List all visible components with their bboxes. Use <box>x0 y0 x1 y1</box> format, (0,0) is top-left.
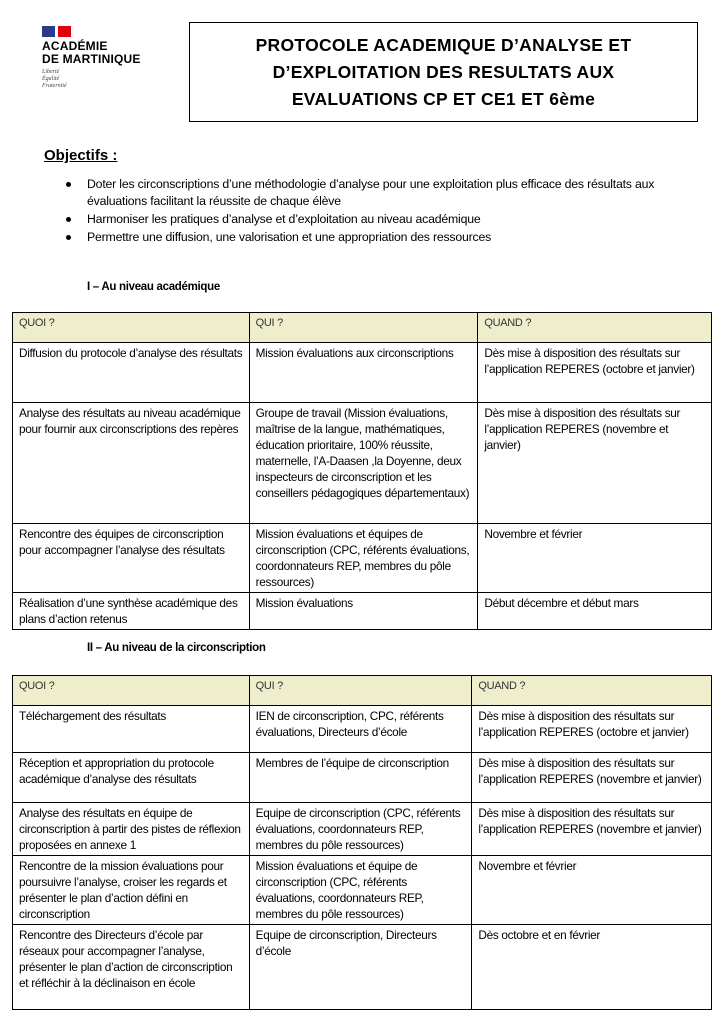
table-row <box>13 856 712 925</box>
table-row <box>13 343 712 403</box>
cell-qui: Mission évaluations et équipe de circonscription (CPC, référents évaluations, coordonnateurs REP, membres du pôle ressources) <box>249 856 472 925</box>
section2-table <box>12 675 712 1010</box>
table-row <box>13 925 712 1010</box>
cell-quoi: Rencontre des équipes de circonscription pour accompagner l’analyse des résultats <box>13 524 250 593</box>
cell-quand: Dès mise à disposition des résultats sur l’application REPERES (novembre et janvier) <box>472 753 712 803</box>
document-title <box>189 22 698 122</box>
cell-qui: Mission évaluations aux circonscriptions <box>249 343 478 403</box>
cell-quoi: Analyse des résultats au niveau académique pour fournir aux circonscriptions des repères <box>13 403 250 524</box>
cell-quand: Novembre et février <box>478 524 712 593</box>
objectives-list <box>66 176 706 247</box>
table-row <box>13 753 712 803</box>
table-row <box>13 706 712 753</box>
cell-quand: Dès mise à disposition des résultats sur l’application REPERES (octobre et janvier) <box>478 343 712 403</box>
section1-heading: I – Au niveau académique <box>87 281 220 293</box>
cell-qui: Equipe de circonscription, Directeurs d’école <box>249 925 472 1010</box>
header-qui: QUI ? <box>249 313 478 343</box>
marianne-flag-icon <box>42 26 141 37</box>
logo-motto <box>42 69 141 90</box>
cell-quoi: Réalisation d’une synthèse académique des plans d’action retenus <box>13 593 250 630</box>
title-line: D’EXPLOITATION DES RESULTATS AUX <box>272 61 615 82</box>
cell-quoi: Analyse des résultats en équipe de circonscription à partir des pistes de réflexion proposées en annexe 1 <box>13 803 250 856</box>
table-row <box>13 593 712 630</box>
table-row <box>13 524 712 593</box>
title-line: EVALUATIONS CP ET CE1 ET 6ème <box>291 88 596 109</box>
objective-item: Harmoniser les pratiques d’analyse et d’exploitation au niveau académique <box>66 211 706 228</box>
table-header-row <box>13 676 712 706</box>
motto-fraternite: Fraternité <box>42 83 67 89</box>
academie-logo <box>42 26 141 90</box>
header-quoi: QUOI ? <box>13 676 250 706</box>
logo-line1: ACADÉMIE <box>42 39 108 53</box>
cell-quoi: Rencontre des Directeurs d’école par réseaux pour accompagner l’analyse, présenter le plan d’action de circonscription et réfléchir à la déclinaison en école <box>13 925 250 1010</box>
objective-item: Permettre une diffusion, une valorisation et une appropriation des ressources <box>66 229 706 246</box>
header-quand: QUAND ? <box>478 313 712 343</box>
cell-quand: Dès mise à disposition des résultats sur l’application REPERES (novembre et janvier) <box>472 803 712 856</box>
table-header-row <box>13 313 712 343</box>
header-quand: QUAND ? <box>472 676 712 706</box>
cell-qui: Equipe de circonscription (CPC, référents évaluations, coordonnateurs REP, membres du pôle ressources) <box>249 803 472 856</box>
cell-quoi: Rencontre de la mission évaluations pour poursuivre l’analyse, croiser les regards et présenter le plan d’action défini en circonscription <box>13 856 250 925</box>
title-line: PROTOCOLE ACADEMIQUE D’ANALYSE ET <box>255 34 632 55</box>
cell-quand: Novembre et février <box>472 856 712 925</box>
cell-qui: Groupe de travail (Mission évaluations, maîtrise de la langue, mathématiques, éducation prioritaire, 100% réussite, maternelle, l’A-Daasen ,la Doyenne, deux inspecteurs de circonscription et les conseillers pédagogiques départementaux) <box>249 403 478 524</box>
cell-qui: Mission évaluations et équipes de circonscription (CPC, référents évaluations, coordonnateurs REP, membres du pôle ressources) <box>249 524 478 593</box>
motto-liberte: Liberté <box>42 69 60 75</box>
table-row <box>13 803 712 856</box>
logo-line2: DE MARTINIQUE <box>42 52 141 66</box>
cell-quand: Dès mise à disposition des résultats sur l’application REPERES (novembre et janvier) <box>478 403 712 524</box>
table-row <box>13 403 712 524</box>
cell-qui: Mission évaluations <box>249 593 478 630</box>
cell-quoi: Téléchargement des résultats <box>13 706 250 753</box>
objectives-heading: Objectifs : <box>44 147 118 164</box>
motto-egalite: Égalité <box>42 76 60 82</box>
section2-heading: II – Au niveau de la circonscription <box>87 642 266 654</box>
objective-item: Doter les circonscriptions d’une méthodologie d’analyse pour une exploitation plus efficace des résultats aux évaluations facilitant la réussite de chaque élève <box>66 176 706 210</box>
header-quoi: QUOI ? <box>13 313 250 343</box>
cell-quand: Dès mise à disposition des résultats sur l’application REPERES (octobre et janvier) <box>472 706 712 753</box>
header-qui: QUI ? <box>249 676 472 706</box>
cell-quand: Début décembre et début mars <box>478 593 712 630</box>
cell-quoi: Diffusion du protocole d’analyse des résultats <box>13 343 250 403</box>
cell-qui: Membres de l’équipe de circonscription <box>249 753 472 803</box>
cell-quoi: Réception et appropriation du protocole académique d’analyse des résultats <box>13 753 250 803</box>
section1-table <box>12 312 712 630</box>
cell-qui: IEN de circonscription, CPC, référents évaluations, Directeurs d’école <box>249 706 472 753</box>
cell-quand: Dès octobre et en février <box>472 925 712 1010</box>
